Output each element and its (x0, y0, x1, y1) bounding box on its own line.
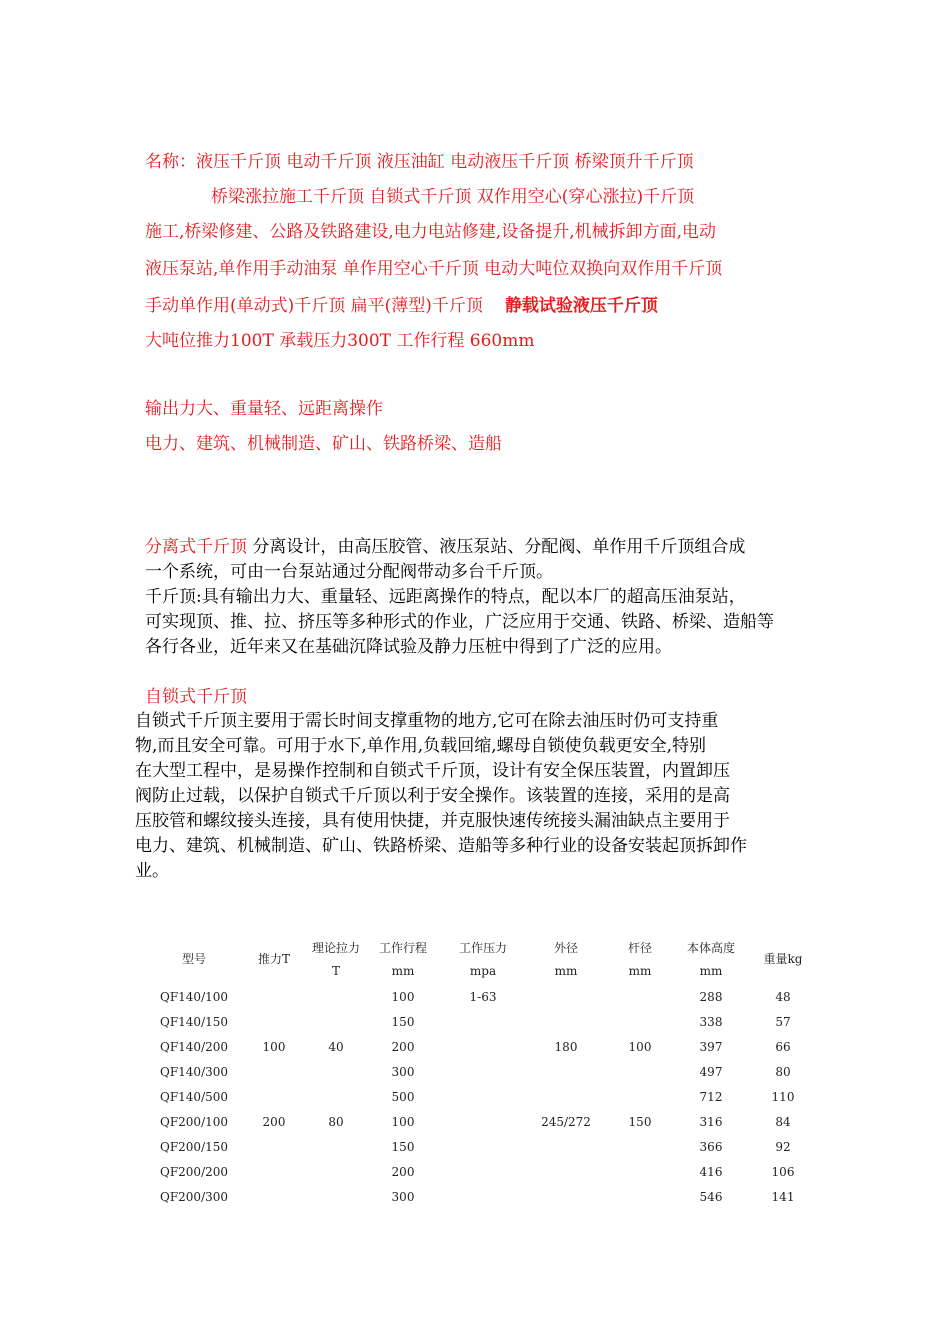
table-row (145, 1059, 819, 1084)
table-cell (605, 1009, 675, 1034)
table-cell: 150 (391, 1014, 415, 1029)
table-cell: 80 (328, 1114, 344, 1129)
table-cell: 200 (262, 1114, 286, 1129)
table-cell (243, 1084, 305, 1109)
table-cell (305, 984, 367, 1009)
table-cell: 300 (391, 1189, 415, 1204)
product-names-line-1: 名称：液压千斤顶 电动千斤顶 液压油缸 电动液压千斤顶 桥梁顶升千斤顶 (145, 152, 694, 172)
header-pull: 理论拉力 T (311, 940, 360, 978)
table-cell: 110 (771, 1089, 795, 1104)
table-cell (305, 1059, 367, 1084)
table-cell: 366 (699, 1139, 723, 1154)
header-model: 型号 (181, 951, 206, 966)
table-cell: QF200/100 (160, 1114, 229, 1129)
table-cell: 57 (775, 1014, 791, 1029)
table-cell: 245/272 (541, 1114, 591, 1129)
table-cell (527, 1084, 605, 1109)
table-cell: 546 (699, 1189, 723, 1204)
table-cell (439, 1059, 527, 1084)
table-cell: 100 (391, 1114, 415, 1129)
table-cell (305, 1134, 367, 1159)
table-cell (243, 1159, 305, 1184)
table-cell: 106 (771, 1164, 795, 1179)
table-cell (305, 1084, 367, 1109)
split-jack-line-1 (145, 535, 774, 560)
split-jack-line-3: 千斤顶:具有输出力大、重量轻、远距离操作的特点，配以本厂的超高压油泵站， (145, 587, 746, 607)
table-cell (605, 984, 675, 1009)
table-cell (243, 1134, 305, 1159)
table-cell: 338 (699, 1014, 723, 1029)
spec-table (145, 932, 819, 1209)
table-row (145, 1134, 819, 1159)
self-lock-line-6: 电力、建筑、机械制造、矿山、铁路桥梁、造船等多种行业的设备安装起顶拆卸作 (135, 836, 747, 856)
table-cell (605, 1084, 675, 1109)
split-jack-line-5: 各行各业，近年来又在基础沉降试验及静力压桩中得到了广泛的应用。 (145, 637, 672, 657)
table-cell: 80 (775, 1064, 791, 1079)
table-cell (527, 1009, 605, 1034)
spec-line: 大吨位推力100T 承载压力300T 工作行程 660mm (145, 331, 535, 351)
table-cell (243, 1184, 305, 1209)
table-cell: 66 (775, 1039, 791, 1054)
split-jack-line-4: 可实现顶、推、拉、挤压等多种形式的作业，广泛应用于交通、铁路、桥梁、造船等 (145, 612, 774, 632)
table-cell: 200 (391, 1039, 415, 1054)
table-cell: 92 (775, 1139, 791, 1154)
table-cell (305, 1159, 367, 1184)
table-row (145, 1009, 819, 1034)
table-row (145, 1084, 819, 1109)
self-lock-line-5: 压胶管和螺纹接头连接，具有使用快捷，并克服快速传统接头漏油缺点主要用于 (135, 811, 730, 831)
table-cell: 1-63 (469, 989, 497, 1004)
table-cell (439, 1159, 527, 1184)
table-cell (527, 1134, 605, 1159)
self-lock-line-1: 自锁式千斤顶主要用于需长时间支撑重物的地方,它可在除去油压时仍可支持重 (135, 711, 719, 731)
header-stroke: 工作行程 mm (378, 940, 427, 978)
split-jack-text-1: 分离设计，由高压胶管、液压泵站、分配阀、单作用千斤顶组合成 (247, 537, 746, 557)
table-cell (439, 1009, 527, 1034)
table-cell: 100 (262, 1039, 286, 1054)
table-cell (243, 984, 305, 1009)
table-cell: 200 (391, 1164, 415, 1179)
product-names-line-2: 桥梁涨拉施工千斤顶 自锁式千斤顶 双作用空心(穿心涨拉)千斤顶 (211, 187, 695, 207)
table-cell: 288 (699, 989, 723, 1004)
table-cell: 300 (391, 1064, 415, 1079)
table-cell: 100 (391, 989, 415, 1004)
table-row (145, 1034, 819, 1059)
table-cell (439, 1184, 527, 1209)
self-lock-line-4: 阀防止过载，以保护自锁式千斤顶以利于安全操作。该装置的连接，采用的是高 (135, 786, 730, 806)
table-cell (605, 1134, 675, 1159)
self-lock-line-3: 在大型工程中，是易操作控制和自锁式千斤顶，设计有安全保压装置，内置卸压 (135, 761, 730, 781)
self-lock-line-2: 物,而且安全可靠。可用于水下,单作用,负载回缩,螺母自锁使负载更安全,特别 (135, 736, 707, 756)
table-row (145, 1184, 819, 1209)
header-body-height: 本体高度 mm (686, 940, 735, 978)
features-line: 输出力大、重量轻、远距离操作 (145, 399, 383, 419)
table-cell: 416 (699, 1164, 723, 1179)
table-cell (305, 1184, 367, 1209)
table-row (145, 984, 819, 1009)
product-names-line-5-text: 手动单作用(单动式)千斤顶 扁平(薄型)千斤顶 (145, 296, 483, 316)
product-names-line-5 (145, 295, 658, 317)
table-cell (527, 1184, 605, 1209)
table-cell: 100 (628, 1039, 652, 1054)
table-cell: QF140/500 (160, 1089, 229, 1104)
header-weight: 重量kg (763, 951, 803, 966)
table-header-row (145, 932, 819, 984)
table-cell (439, 1134, 527, 1159)
table-cell (439, 1034, 527, 1059)
header-outer-diameter: 外径 mm (553, 940, 578, 978)
highlight-product: 静载试验液压千斤顶 (504, 296, 658, 316)
table-row (145, 1109, 819, 1134)
table-cell (439, 1109, 527, 1134)
split-jack-title: 分离式千斤顶 (145, 537, 247, 557)
industries-line: 电力、建筑、机械制造、矿山、铁路桥梁、造船 (145, 434, 502, 454)
self-lock-line-7: 业。 (135, 861, 169, 881)
table-cell (243, 1059, 305, 1084)
table-cell (527, 1159, 605, 1184)
table-cell: QF140/150 (160, 1014, 229, 1029)
table-cell: 141 (771, 1189, 795, 1204)
table-cell: 712 (699, 1089, 723, 1104)
table-cell: 150 (628, 1114, 652, 1129)
split-jack-section (145, 535, 774, 660)
table-cell (527, 1059, 605, 1084)
table-cell: 397 (699, 1039, 723, 1054)
product-names-line-4: 液压泵站,单作用手动油泵 单作用空心千斤顶 电动大吨位双换向双作用千斤顶 (145, 259, 723, 279)
header-thrust: 推力T (257, 951, 290, 966)
table-cell: 497 (699, 1064, 723, 1079)
split-jack-line-2: 一个系统，可由一台泵站通过分配阀带动多台千斤顶。 (145, 562, 553, 582)
table-cell (243, 1009, 305, 1034)
table-cell: QF200/300 (160, 1189, 229, 1204)
table-cell (305, 1009, 367, 1034)
table-cell: 500 (391, 1089, 415, 1104)
table-cell: 180 (554, 1039, 578, 1054)
self-lock-title: 自锁式千斤顶 (145, 687, 247, 707)
table-cell (605, 1059, 675, 1084)
table-cell: 316 (699, 1114, 723, 1129)
table-cell (605, 1159, 675, 1184)
table-cell (527, 984, 605, 1009)
table-cell: QF200/200 (160, 1164, 229, 1179)
table-cell: 84 (775, 1114, 791, 1129)
table-cell: QF200/150 (160, 1139, 229, 1154)
table-cell: 40 (328, 1039, 344, 1054)
table-cell: QF140/300 (160, 1064, 229, 1079)
table-cell: 150 (391, 1139, 415, 1154)
table-cell (605, 1184, 675, 1209)
table-cell (439, 1084, 527, 1109)
header-rod-diameter: 杆径 mm (627, 940, 652, 978)
table-cell: QF140/200 (160, 1039, 229, 1054)
header-pressure: 工作压力 mpa (458, 940, 507, 978)
table-row (145, 1159, 819, 1184)
product-names-line-3: 施工,桥梁修建、公路及铁路建设,电力电站修建,设备提升,机械拆卸方面,电动 (145, 222, 717, 242)
table-cell: 48 (775, 989, 791, 1004)
table-cell: QF140/100 (160, 989, 229, 1004)
self-lock-section (135, 709, 747, 884)
